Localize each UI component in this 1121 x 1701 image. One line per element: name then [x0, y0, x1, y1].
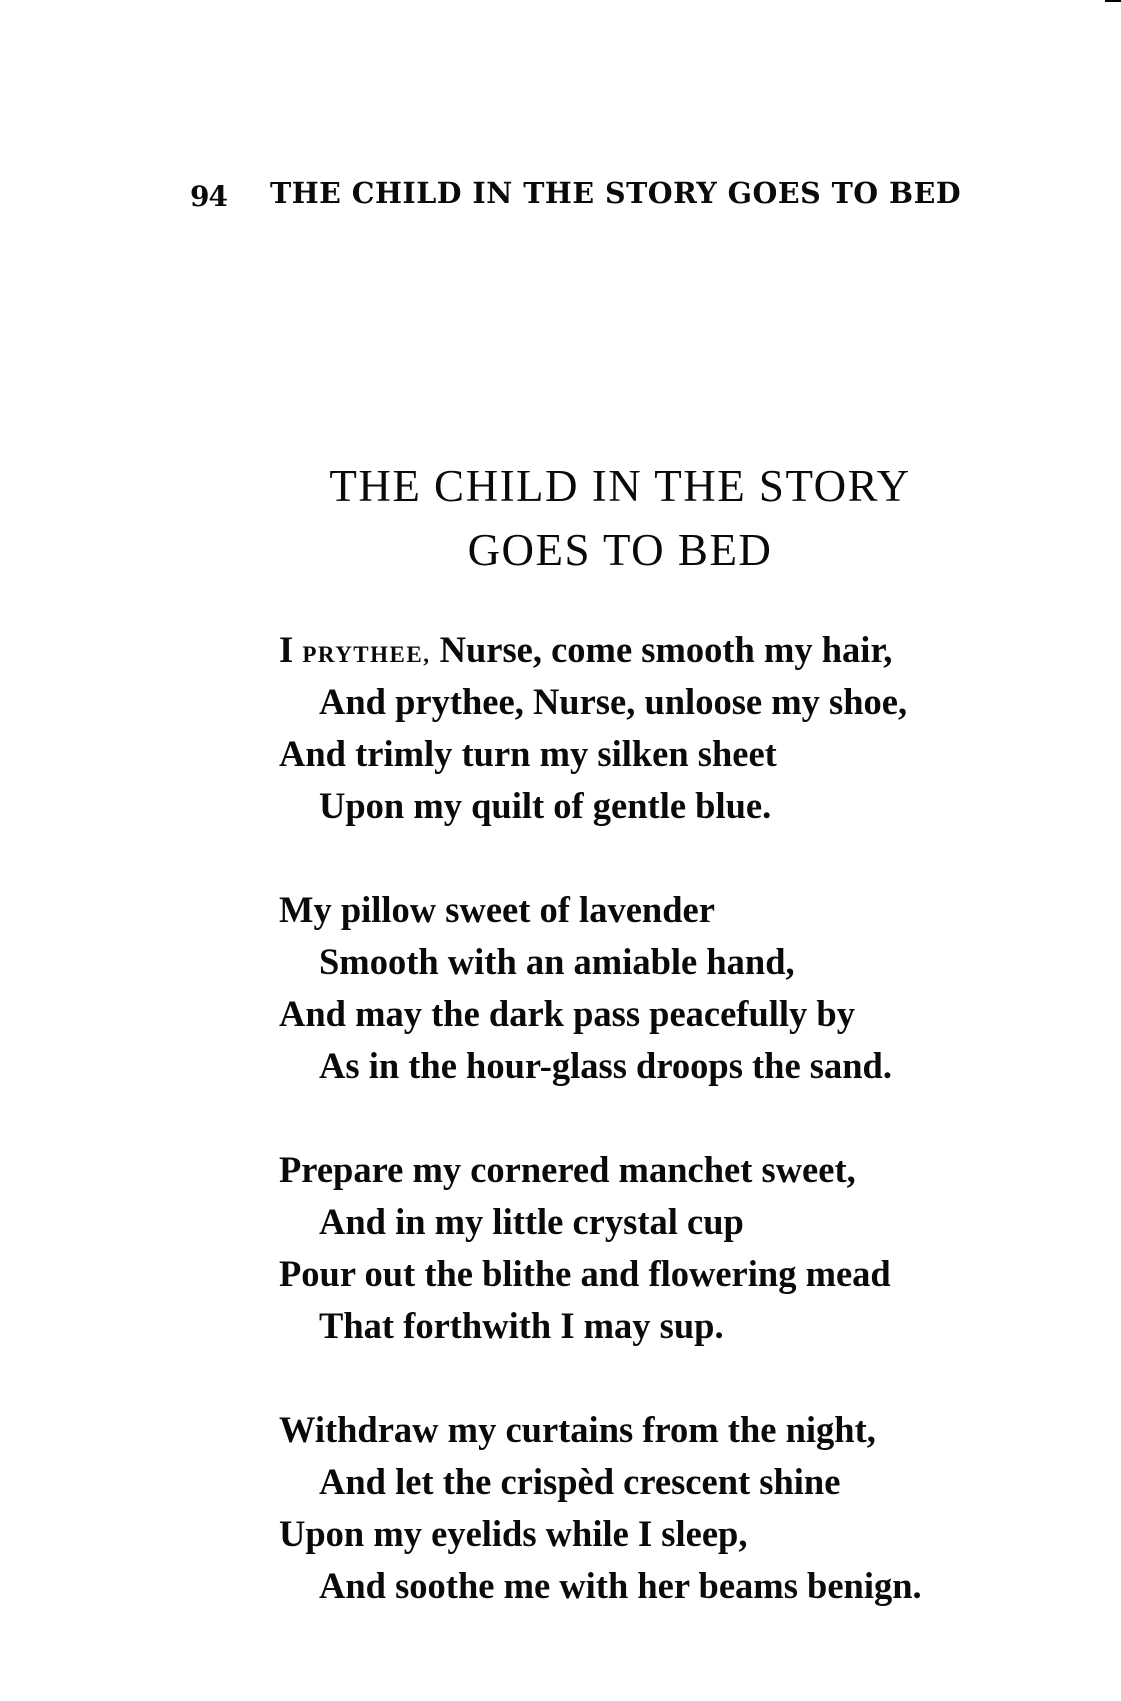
poem-line: Upon my quilt of gentle blue.: [319, 785, 772, 826]
poem-line: As in the hour-glass droops the sand.: [319, 1045, 892, 1086]
poem-line: Withdraw my curtains from the night,: [279, 1409, 876, 1450]
line-text: Nurse, come smooth my hair,: [430, 629, 893, 670]
poem-line: Smooth with an amiable hand,: [319, 941, 795, 982]
page-number: 94: [190, 180, 227, 213]
line-smallcaps: PRYTHEE,: [302, 642, 431, 667]
poem-line: And in my little crystal cup: [319, 1201, 744, 1242]
poem-title-line: GOES TO BED: [467, 525, 773, 575]
stanza: [279, 884, 1069, 1144]
stanza: [279, 624, 1069, 884]
poem-line: And let the crispèd crescent shine: [319, 1461, 841, 1502]
poem-line: Upon my eyelids while I sleep,: [279, 1513, 748, 1554]
running-head: [0, 0, 1121, 260]
poem-title: [200, 454, 1040, 582]
poem-line: And soothe me with her beams benign.: [319, 1565, 922, 1606]
poem-title-line: THE CHILD IN THE STORY: [329, 461, 911, 511]
poem-line: Pour out the blithe and flowering mead: [279, 1253, 891, 1294]
poem-body: [279, 624, 1069, 1664]
stanza: [279, 1144, 1069, 1404]
running-title: THE CHILD IN THE STORY GOES TO BED: [270, 176, 962, 210]
poem-line: That forthwith I may sup.: [319, 1305, 724, 1346]
line-lead: I: [279, 629, 303, 670]
poem-line: [279, 624, 1069, 676]
poem-line: And may the dark pass peacefully by: [279, 993, 855, 1034]
poem-line: And prythee, Nurse, unloose my shoe,: [319, 681, 908, 722]
poem-line: My pillow sweet of lavender: [279, 889, 715, 930]
poem-line: Prepare my cornered manchet sweet,: [279, 1149, 856, 1190]
stanza: [279, 1404, 1069, 1664]
poem-line: And trimly turn my silken sheet: [279, 733, 777, 774]
